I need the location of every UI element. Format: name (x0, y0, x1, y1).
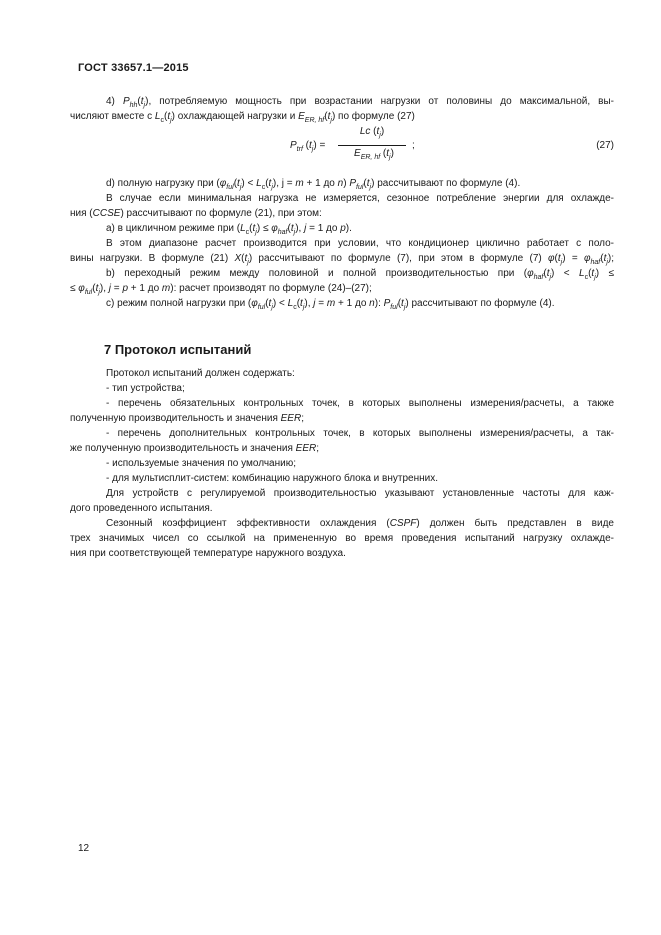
protocol-item-2-line-2: полученную производительность и значения EER; (70, 413, 304, 424)
protocol-intro: Протокол испытаний должен содержать: (106, 368, 295, 379)
formula-expression (290, 126, 500, 170)
protocol-item-3 (70, 426, 614, 456)
variable-capacity-line-2: дого проведенного испытания. (70, 503, 213, 514)
page-number: 12 (78, 843, 90, 854)
range-line-2: вины нагрузки. В формуле (21) $X(t_j)$ рассчитывают по формуле (7), при этом в формуле (7) $\varphi(t_j) = \varphi_{haf}(t_j)$; (70, 253, 615, 266)
min-load-paragraph (70, 191, 614, 221)
variable-capacity-paragraph (70, 486, 614, 516)
cspf-line-1: Сезонный коэффициент эффективности охлаждения (CSPF) должен быть представлен в виде (106, 518, 614, 529)
protocol-item-2 (70, 396, 614, 426)
formula-lhs: $P_{trf}$ $(t_j)$ = (290, 140, 326, 153)
formula-number: (27) (596, 140, 614, 151)
item-d-line: d) полную нагрузку при ($\varphi_{ful}(t_j) < L_c(t_j)$, j = m + 1 до n) $P_{ful}(t_j)$ рассчитывают по формуле (4). (106, 178, 521, 191)
protocol-item-3-line-1: - перечень дополнительных контрольных точек, в которых выполнены измерения/расчеты, а так- (106, 428, 614, 439)
item-c-line: c) режим полной нагрузки при ($\varphi_{ful}(t_j) < L_c(t_j)$, j = m + 1 до n): $P_{ful}(t_j)$ рассчитывают по формуле (4). (106, 298, 555, 311)
item-a-paragraph (88, 221, 614, 236)
item-b-line-2: ≤ $\varphi_{ful}(t_j)$, j = p + 1 до m): расчет производят по формуле (24)–(27); (70, 283, 372, 296)
formula-semicolon: ; (412, 140, 415, 151)
protocol-item-1: - тип устройства; (106, 383, 185, 394)
protocol-item-4: - используемые значения по умолчанию; (106, 458, 296, 469)
protocol-item-3-line-2: же полученную производительность и значения EER; (70, 443, 320, 454)
item-b-line-1: b) переходный режим между половиной и полной производительностью при ($\varphi_{haf}(t_j) < L_c(t_j)$ ≤ (106, 268, 614, 281)
item-a-line: а) в цикличном режиме при ($L_c(t_j) \le \varphi_{haf}(t_j)$, j = 1 до p). (106, 223, 352, 236)
cspf-line-2: трех значимых чисел со ссылкой на примененную во время проведения испытаний нагрузку охлажде- (70, 533, 614, 544)
item-4-paragraph (70, 94, 615, 124)
cspf-line-3: ния при соответствующей температуре наружного воздуха. (70, 548, 346, 559)
item-4-line-2: числяют вместе с $L_c(t_j)$ охлаждающей нагрузки и $E_{ER, hf}(t_j)$ по формуле (27) (70, 111, 415, 124)
variable-capacity-line-1: Для устройств с регулируемой производительностью указывают установленные частоты для каж- (106, 488, 614, 499)
item-4-line-1: 4) $P_{hh}(t_j)$, потребляемую мощность при возрастании нагрузки от половины до максимальной, вы- (106, 96, 615, 109)
protocol-item-5: - для мультисплит-систем: комбинацию наружного блока и внутренних. (106, 473, 438, 484)
protocol-item-2-line-1: - перечень обязательных контрольных точек, в которых выполнены измерения/расчеты, а также (106, 398, 614, 409)
range-paragraph (70, 236, 615, 266)
document-id-header: ГОСТ 33657.1—2015 (78, 62, 189, 74)
min-load-line-2: ния (CCSE) рассчитывают по формуле (21), при этом: (70, 208, 322, 219)
item-c-paragraph (88, 296, 614, 311)
item-d-paragraph (88, 176, 614, 191)
item-b-paragraph (70, 266, 614, 296)
cspf-paragraph (70, 516, 614, 561)
formula-27 (88, 126, 614, 170)
formula-numerator: Lc $(t_j)$ (359, 126, 385, 139)
formula-denominator: $E_{ER, hf}$ $(t_j)$ (354, 148, 394, 161)
min-load-line-1: В случае если минимальная нагрузка не измеряется, сезонное потребление энергии для охлажде- (106, 193, 614, 204)
fraction-bar (338, 145, 406, 146)
range-line-1: В этом диапазоне расчет производится при условии, что кондиционер циклично работает с поло- (106, 238, 614, 249)
section-7-heading: 7 Протокол испытаний (104, 342, 252, 357)
